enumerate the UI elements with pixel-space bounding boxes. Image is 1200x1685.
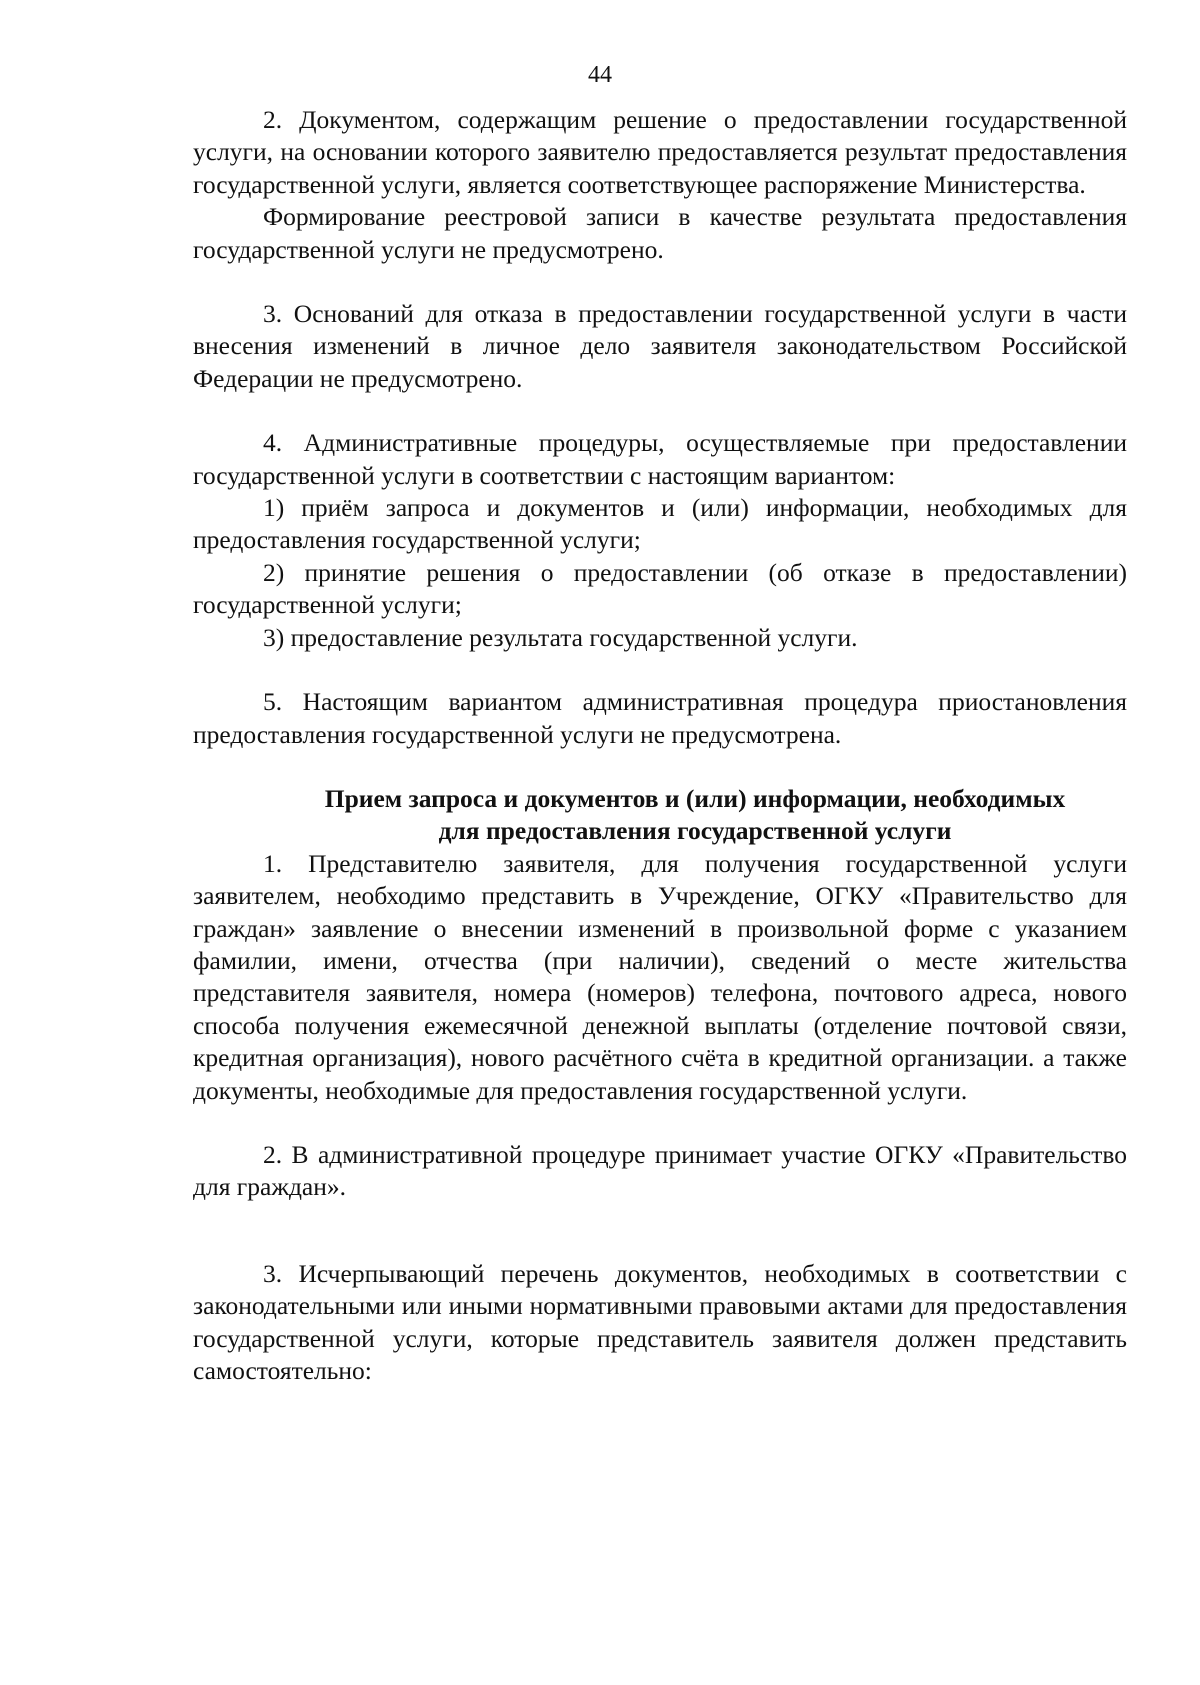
procedure-item-2: 2) принятие решения о предоставлении (об отказе в предоставлении) государственной услуги; xyxy=(193,557,1127,620)
spacer xyxy=(193,751,1127,783)
section-paragraph-2-participant: 2. В административной процедуре принимает участие ОГКУ «Правительство для граждан». xyxy=(193,1139,1127,1202)
section-paragraph-3-document-list: 3. Исчерпывающий перечень документов, необходимых в соответствии с законодательными или иными нормативными правовыми актами для предоставления государственной услуги, которые представитель заявителя должен представить самостоятельно: xyxy=(193,1258,1127,1385)
procedure-item-3: 3) предоставление результата государственной услуги. xyxy=(263,622,858,652)
paragraph-2-registry-record: Формирование реестровой записи в качестве результата предоставления государственной услуги не предусмотрено. xyxy=(193,202,1127,264)
paragraph-5-suspension: 5. Настоящим вариантом административная процедура приостановления предоставления государственной услуги не предусмотрена. xyxy=(193,687,1127,749)
spacer xyxy=(193,1204,1127,1236)
spacer xyxy=(193,654,1127,686)
spacer xyxy=(193,1236,1127,1258)
document-body xyxy=(193,104,1127,1387)
paragraph-3-refusal-grounds: 3. Оснований для отказа в предоставлении государственной услуги в части внесения изменений в личное дело заявителя законодательством Российской Федерации не предусмотрено. xyxy=(193,299,1127,393)
section-paragraph-1-application: 1. Представителю заявителя, для получения государственной услуги заявителем, необходимо представить в Учреждение, ОГКУ «Правительство для граждан» заявление о внесении изменений в произвольной форме с указанием фамилии, имени, отчества (при наличии), сведений о месте жительства представителя заявителя, номера (номеров) телефона, почтового адреса, нового способа получения ежемесячной денежной выплаты (отделение почтовой связи, кредитная организация), нового расчётного счёта в кредитной организации. а также документы, необходимые для предоставления государственной услуги. xyxy=(193,848,1127,1105)
paragraph-4-procedures: 4. Административные процедуры, осуществляемые при предоставлении государственной услуги в соответствии с настоящим вариантом: xyxy=(193,428,1127,490)
page-number: 44 xyxy=(588,62,612,88)
spacer xyxy=(193,266,1127,298)
section-heading-line-2: для предоставления государственной услуги xyxy=(438,816,952,846)
spacer xyxy=(193,1107,1127,1139)
procedure-item-1: 1) приём запроса и документов и (или) информации, необходимых для предоставления государственной услуги; xyxy=(193,493,1127,555)
paragraph-2-result-document: 2. Документом, содержащим решение о предоставлении государственной услуги, на основании которого заявителю предоставляется результат предоставления государственной услуги, является соответствующее распоряжение Министерства. xyxy=(193,105,1127,199)
section-heading-line-1: Прием запроса и документов и (или) информации, необходимых xyxy=(324,783,1066,813)
spacer xyxy=(193,395,1127,427)
